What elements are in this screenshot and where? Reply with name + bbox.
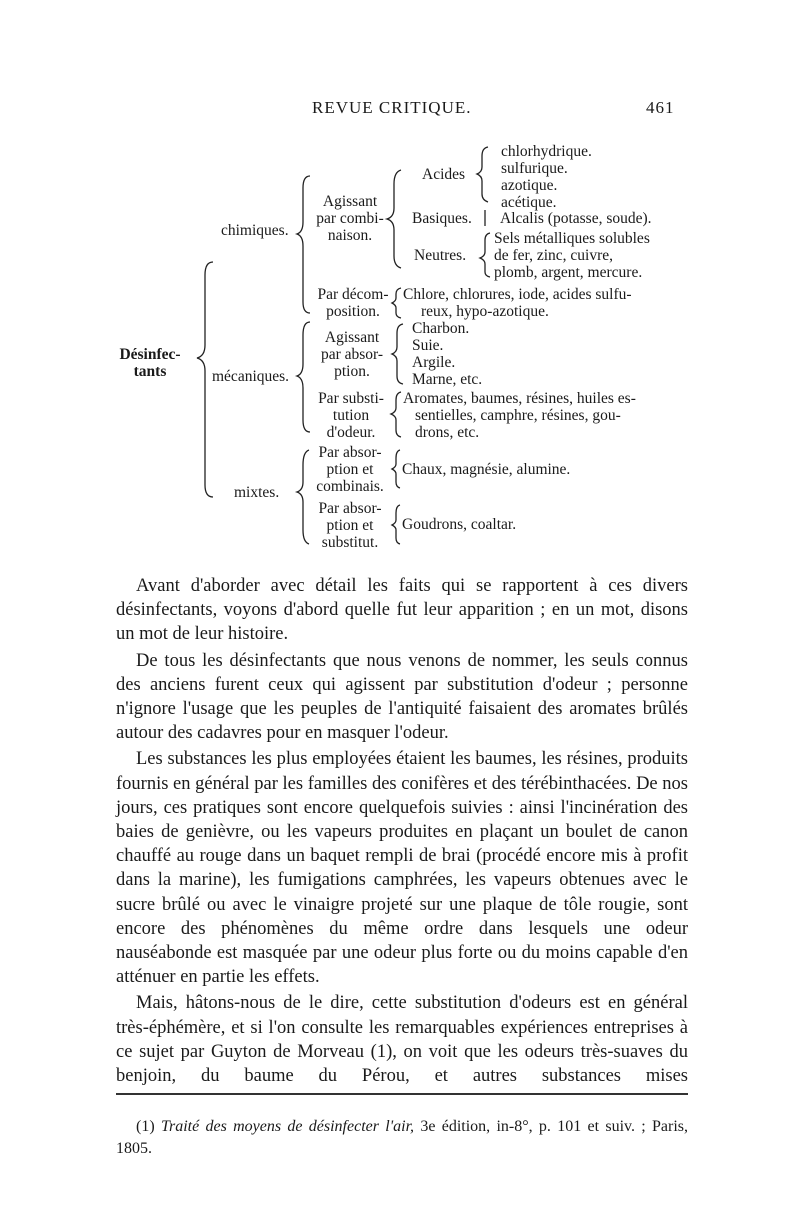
classification-braces xyxy=(0,0,800,580)
mixtes-substitution-item: Goudrons, coaltar. xyxy=(402,516,517,533)
footnote-rule xyxy=(116,1093,688,1095)
paragraph: Les substances les plus employées étaient les baumes, les résines, produits fournis en général par les familles des conifères et des térébinthacées. De nos jours, ces pratiques sont encore quelquefois suivies : ainsi l'incinération des baies de genièvre, ou les vapeurs produites en plaçant un boulet de canon chauffé au rouge dans un baquet rempli de brai (procédé encore mis à profit dans la marine), les fumigations camphrées, les vapeurs obtenues avec le sucre brûlé ou avec le vinaigre projeté sur une plaque de tôle rougie, sont encore des phénomènes du même ordre dans lesquels une odeur nauséabonde est masquée par une odeur plus forte ou du moins capable d'en atténuer en partie les effets. xyxy=(116,749,688,988)
main-label-line: tants xyxy=(133,363,167,380)
list-item: sulfurique. xyxy=(501,160,568,177)
substitution-odeur-label xyxy=(310,390,392,441)
category-chimiques: chimiques. xyxy=(221,222,289,239)
label-line: Par absor- xyxy=(318,444,382,461)
label-line: ption et xyxy=(326,461,374,478)
list-item: chlorhydrique. xyxy=(501,143,592,160)
mixtes-combinaison-label xyxy=(309,444,391,495)
label-line: naison. xyxy=(327,227,373,244)
footnote-details: 3e édition, in-8°, p. 101 et suiv. ; Paris, 1805. xyxy=(116,1118,689,1157)
acides-list xyxy=(501,143,592,211)
mixtes-combinaison-item: Chaux, magnésie, alumine. xyxy=(402,461,571,478)
category-mecaniques: mécaniques. xyxy=(212,368,290,385)
footnote-marker: (1) xyxy=(136,1118,155,1135)
list-item: azotique. xyxy=(501,177,558,194)
neutres-label: Neutres. xyxy=(414,247,467,264)
label-line: ption et xyxy=(326,517,374,534)
footnote xyxy=(116,1116,688,1160)
paragraph: De tous les désinfectants que nous venons de nommer, les seuls connus des anciens furent ceux qui agissent par substitution d'odeur ; personne n'ignore l'usage que les peuples de l'antiquité faisaient des aromates brûlés autour des cadavres pour en masquer l'odeur. xyxy=(116,650,688,744)
decomposition-list xyxy=(403,286,632,320)
neutres-list xyxy=(494,230,650,281)
label-line: tution xyxy=(332,407,370,424)
list-item: plomb, argent, mercure. xyxy=(494,264,643,281)
label-line: d'odeur. xyxy=(326,424,376,441)
label-line: position. xyxy=(326,303,380,320)
acides-label: Acides xyxy=(422,166,466,183)
main-label-line: Désinfec- xyxy=(119,346,181,363)
body-text xyxy=(116,574,688,1088)
footnote-title: Traité des moyens de désinfecter l'air, xyxy=(160,1118,415,1135)
list-item: sentielles, camphre, résines, gou- xyxy=(415,407,621,424)
label-line: ption. xyxy=(334,363,370,380)
list-item: acétique. xyxy=(501,194,557,211)
list-item: Suie. xyxy=(412,337,444,354)
chimiques-agissant-label xyxy=(310,193,390,244)
list-item: Chlore, chlorures, iode, acides sulfu- xyxy=(403,286,632,303)
list-item: drons, etc. xyxy=(415,424,480,441)
basiques-item: Alcalis (potasse, soude). xyxy=(500,210,652,227)
category-mixtes: mixtes. xyxy=(234,484,280,501)
paragraph: Mais, hâtons-nous de le dire, cette substitution d'odeurs est en général très-éphémère, et si l'on consulte les remarquables expériences entreprises à ce sujet par Guyton de Morveau (1), on voit que les odeurs très-suaves du benjoin, du baume du Pérou, et autres substances mises xyxy=(116,993,688,1087)
list-item: Aromates, baumes, résines, huiles es- xyxy=(403,390,636,407)
running-header-title: REVUE CRITIQUE. xyxy=(312,98,472,117)
list-item: reux, hypo-azotique. xyxy=(421,303,549,320)
basiques-label: Basiques. xyxy=(412,210,472,227)
main-label xyxy=(112,346,188,380)
label-line: combinais. xyxy=(316,478,384,495)
label-line: Par substi- xyxy=(318,390,384,407)
page-number: 461 xyxy=(646,98,675,117)
label-line: par combi- xyxy=(316,210,384,227)
paragraph: Avant d'aborder avec détail les faits qui se rapportent à ces divers désinfectants, voyons d'abord quelle fut leur apparition ; en un mot, disons un mot de leur histoire. xyxy=(116,576,688,645)
label-line: Agissant xyxy=(324,329,380,346)
label-line: Par absor- xyxy=(318,500,382,517)
substitution-odeur-list xyxy=(403,390,636,441)
list-item: Argile. xyxy=(412,354,456,371)
decomposition-label xyxy=(312,286,394,320)
label-line: Par décom- xyxy=(317,286,389,303)
mixtes-substitution-label xyxy=(309,500,391,551)
absorption-list xyxy=(412,320,482,388)
label-line: substitut. xyxy=(321,534,379,551)
list-item: Sels métalliques solubles xyxy=(494,230,650,247)
list-item: Marne, etc. xyxy=(412,371,483,388)
absorption-label xyxy=(310,329,394,380)
label-line: par absor- xyxy=(320,346,384,363)
list-item: Charbon. xyxy=(412,320,470,337)
list-item: de fer, zinc, cuivre, xyxy=(494,247,614,264)
label-line: Agissant xyxy=(322,193,378,210)
